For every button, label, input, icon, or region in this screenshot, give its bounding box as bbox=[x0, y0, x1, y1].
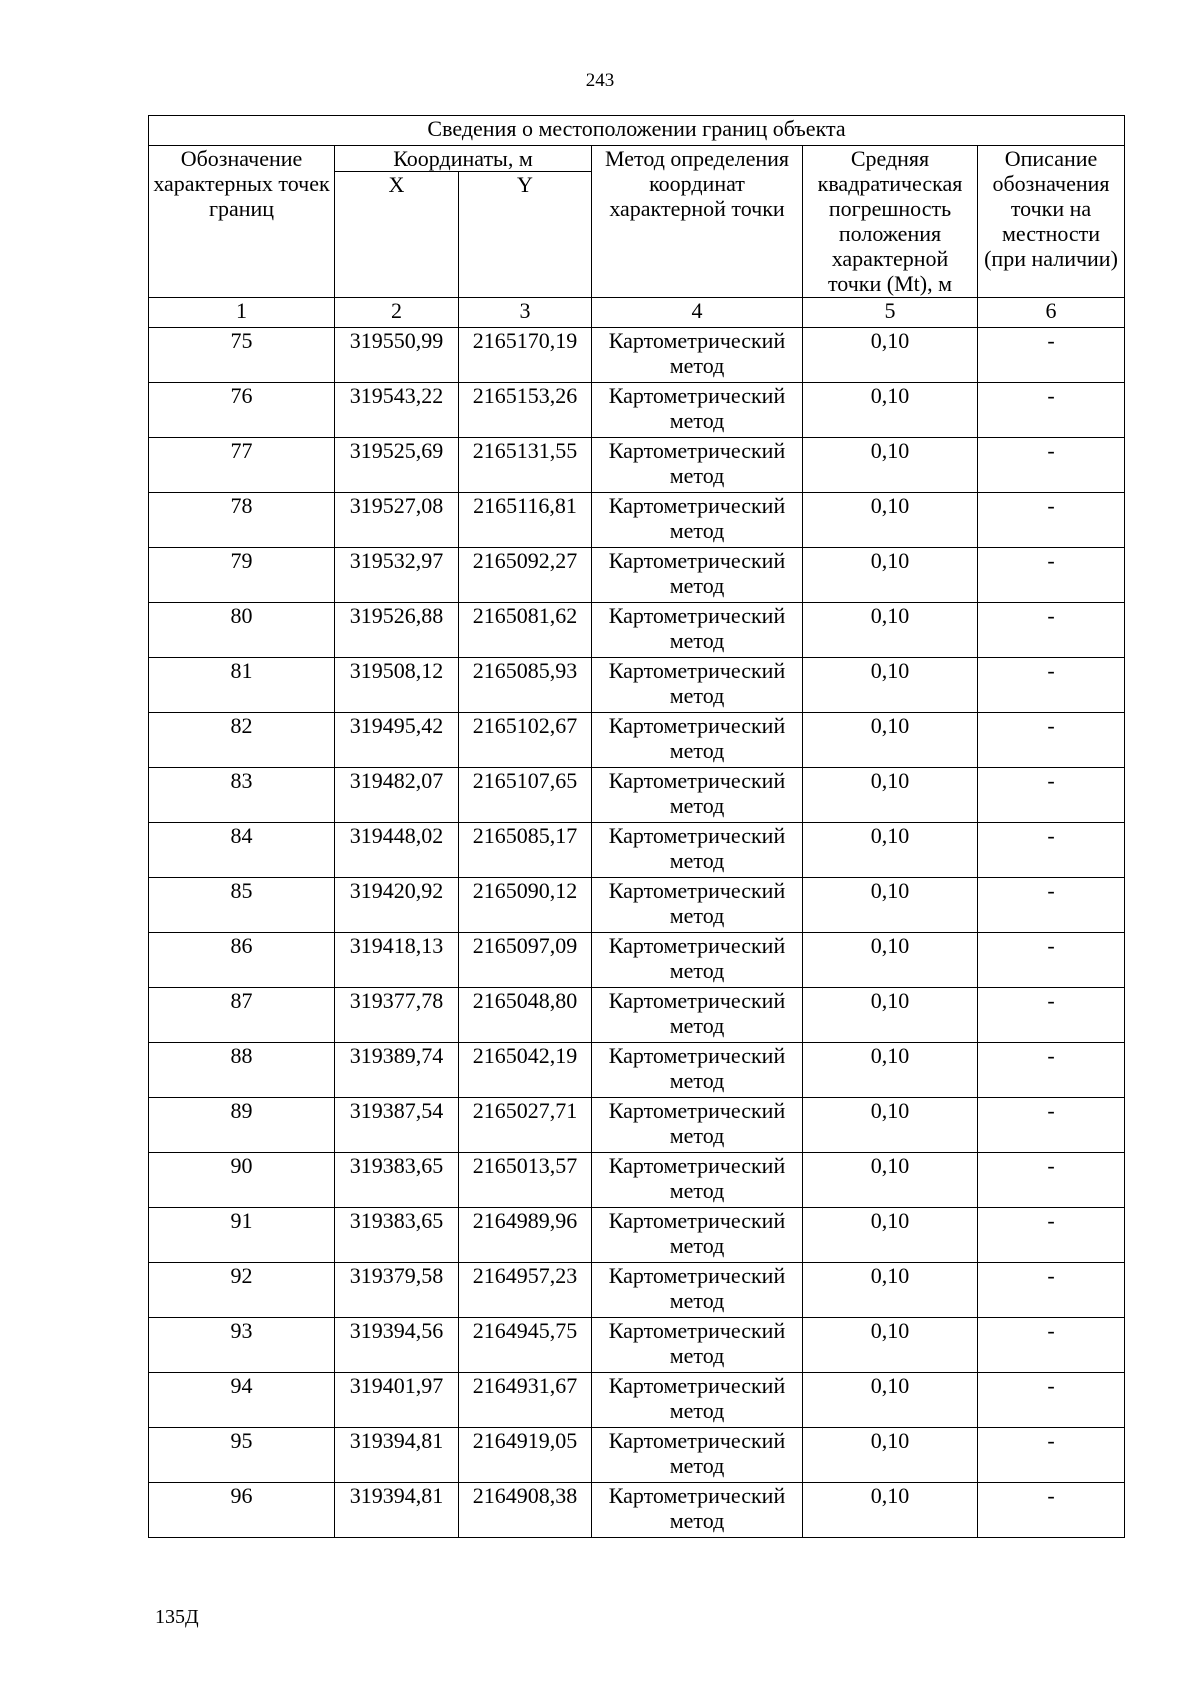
table-row bbox=[149, 1318, 1125, 1373]
point-number-cell: 88 bbox=[149, 1043, 335, 1098]
table-row bbox=[149, 1098, 1125, 1153]
table-row bbox=[149, 933, 1125, 988]
error-cell: 0,10 bbox=[803, 328, 978, 383]
coordinate-y-cell: 2165131,55 bbox=[459, 438, 592, 493]
coordinate-x-cell: 319482,07 bbox=[335, 768, 459, 823]
point-number-cell: 82 bbox=[149, 713, 335, 768]
column-number: 1 bbox=[149, 298, 335, 328]
coordinate-x-cell: 319394,81 bbox=[335, 1428, 459, 1483]
method-cell: Картометрический метод bbox=[592, 823, 803, 878]
coordinate-y-cell: 2165107,65 bbox=[459, 768, 592, 823]
method-cell: Картометрический метод bbox=[592, 988, 803, 1043]
coordinate-x-cell: 319418,13 bbox=[335, 933, 459, 988]
column-number: 2 bbox=[335, 298, 459, 328]
method-cell: Картометрический метод bbox=[592, 1373, 803, 1428]
table-row bbox=[149, 328, 1125, 383]
point-number-cell: 87 bbox=[149, 988, 335, 1043]
coordinate-y-cell: 2165042,19 bbox=[459, 1043, 592, 1098]
description-cell: - bbox=[978, 1208, 1125, 1263]
method-cell: Картометрический метод bbox=[592, 1153, 803, 1208]
header-error: Средняя квадратическая погрешность положения характерной точки (Mt), м bbox=[803, 146, 978, 298]
table-row bbox=[149, 1263, 1125, 1318]
description-cell: - bbox=[978, 383, 1125, 438]
point-number-cell: 79 bbox=[149, 548, 335, 603]
header-y: Y bbox=[459, 172, 592, 298]
method-cell: Картометрический метод bbox=[592, 438, 803, 493]
description-cell: - bbox=[978, 658, 1125, 713]
coordinate-y-cell: 2164957,23 bbox=[459, 1263, 592, 1318]
method-cell: Картометрический метод bbox=[592, 548, 803, 603]
table-row bbox=[149, 823, 1125, 878]
description-cell: - bbox=[978, 1483, 1125, 1538]
method-cell: Картометрический метод bbox=[592, 1318, 803, 1373]
error-cell: 0,10 bbox=[803, 1318, 978, 1373]
point-number-cell: 94 bbox=[149, 1373, 335, 1428]
coordinate-x-cell: 319543,22 bbox=[335, 383, 459, 438]
description-cell: - bbox=[978, 1318, 1125, 1373]
table-row bbox=[149, 1043, 1125, 1098]
coordinate-y-cell: 2165027,71 bbox=[459, 1098, 592, 1153]
method-cell: Картометрический метод bbox=[592, 493, 803, 548]
coordinate-y-cell: 2164989,96 bbox=[459, 1208, 592, 1263]
coordinate-x-cell: 319394,81 bbox=[335, 1483, 459, 1538]
description-cell: - bbox=[978, 328, 1125, 383]
method-cell: Картометрический метод bbox=[592, 1043, 803, 1098]
coordinate-x-cell: 319495,42 bbox=[335, 713, 459, 768]
point-number-cell: 86 bbox=[149, 933, 335, 988]
coordinate-y-cell: 2165081,62 bbox=[459, 603, 592, 658]
table-row bbox=[149, 768, 1125, 823]
description-cell: - bbox=[978, 1373, 1125, 1428]
error-cell: 0,10 bbox=[803, 933, 978, 988]
method-cell: Картометрический метод bbox=[592, 768, 803, 823]
coordinate-y-cell: 2165085,17 bbox=[459, 823, 592, 878]
point-number-cell: 91 bbox=[149, 1208, 335, 1263]
header-description: Описание обозначения точки на местности (при наличии) bbox=[978, 146, 1125, 298]
header-x: X bbox=[335, 172, 459, 298]
table-row bbox=[149, 548, 1125, 603]
table-row bbox=[149, 1153, 1125, 1208]
coordinate-y-cell: 2164908,38 bbox=[459, 1483, 592, 1538]
coordinate-x-cell: 319526,88 bbox=[335, 603, 459, 658]
method-cell: Картометрический метод bbox=[592, 1098, 803, 1153]
point-number-cell: 96 bbox=[149, 1483, 335, 1538]
coordinate-y-cell: 2164931,67 bbox=[459, 1373, 592, 1428]
error-cell: 0,10 bbox=[803, 603, 978, 658]
coordinate-x-cell: 319550,99 bbox=[335, 328, 459, 383]
header-coordinates: Координаты, м bbox=[335, 146, 592, 172]
description-cell: - bbox=[978, 548, 1125, 603]
table-row bbox=[149, 1208, 1125, 1263]
boundary-coordinates-table bbox=[148, 115, 1125, 1538]
method-cell: Картометрический метод bbox=[592, 658, 803, 713]
coordinate-y-cell: 2164945,75 bbox=[459, 1318, 592, 1373]
coordinate-y-cell: 2165013,57 bbox=[459, 1153, 592, 1208]
column-number: 5 bbox=[803, 298, 978, 328]
point-number-cell: 92 bbox=[149, 1263, 335, 1318]
point-number-cell: 83 bbox=[149, 768, 335, 823]
table-row bbox=[149, 713, 1125, 768]
point-number-cell: 95 bbox=[149, 1428, 335, 1483]
coordinate-y-cell: 2165085,93 bbox=[459, 658, 592, 713]
column-numbers-row bbox=[149, 298, 1125, 328]
coordinate-x-cell: 319394,56 bbox=[335, 1318, 459, 1373]
coordinate-x-cell: 319527,08 bbox=[335, 493, 459, 548]
method-cell: Картометрический метод bbox=[592, 933, 803, 988]
description-cell: - bbox=[978, 713, 1125, 768]
coordinate-y-cell: 2165092,27 bbox=[459, 548, 592, 603]
coordinate-y-cell: 2165116,81 bbox=[459, 493, 592, 548]
coordinate-y-cell: 2165048,80 bbox=[459, 988, 592, 1043]
point-number-cell: 90 bbox=[149, 1153, 335, 1208]
coordinate-x-cell: 319377,78 bbox=[335, 988, 459, 1043]
error-cell: 0,10 bbox=[803, 438, 978, 493]
description-cell: - bbox=[978, 1098, 1125, 1153]
error-cell: 0,10 bbox=[803, 658, 978, 713]
error-cell: 0,10 bbox=[803, 1428, 978, 1483]
description-cell: - bbox=[978, 988, 1125, 1043]
point-number-cell: 77 bbox=[149, 438, 335, 493]
error-cell: 0,10 bbox=[803, 1098, 978, 1153]
table-row bbox=[149, 1373, 1125, 1428]
point-number-cell: 93 bbox=[149, 1318, 335, 1373]
page-number: 243 bbox=[585, 70, 615, 91]
method-cell: Картометрический метод bbox=[592, 878, 803, 933]
error-cell: 0,10 bbox=[803, 548, 978, 603]
coordinate-y-cell: 2164919,05 bbox=[459, 1428, 592, 1483]
coordinate-x-cell: 319420,92 bbox=[335, 878, 459, 933]
error-cell: 0,10 bbox=[803, 1153, 978, 1208]
method-cell: Картометрический метод bbox=[592, 1263, 803, 1318]
description-cell: - bbox=[978, 933, 1125, 988]
table-row bbox=[149, 1428, 1125, 1483]
error-cell: 0,10 bbox=[803, 823, 978, 878]
point-number-cell: 81 bbox=[149, 658, 335, 713]
point-number-cell: 76 bbox=[149, 383, 335, 438]
table-body bbox=[149, 328, 1125, 1538]
column-number: 3 bbox=[459, 298, 592, 328]
table-row bbox=[149, 878, 1125, 933]
coordinate-x-cell: 319379,58 bbox=[335, 1263, 459, 1318]
table-row bbox=[149, 438, 1125, 493]
error-cell: 0,10 bbox=[803, 383, 978, 438]
header-method: Метод определения координат характерной точки bbox=[592, 146, 803, 298]
coordinate-y-cell: 2165170,19 bbox=[459, 328, 592, 383]
coordinate-x-cell: 319383,65 bbox=[335, 1208, 459, 1263]
coordinate-x-cell: 319387,54 bbox=[335, 1098, 459, 1153]
description-cell: - bbox=[978, 1043, 1125, 1098]
method-cell: Картометрический метод bbox=[592, 1208, 803, 1263]
table-row bbox=[149, 603, 1125, 658]
method-cell: Картометрический метод bbox=[592, 383, 803, 438]
coordinate-x-cell: 319389,74 bbox=[335, 1043, 459, 1098]
error-cell: 0,10 bbox=[803, 878, 978, 933]
coordinate-x-cell: 319401,97 bbox=[335, 1373, 459, 1428]
method-cell: Картометрический метод bbox=[592, 603, 803, 658]
coordinate-y-cell: 2165097,09 bbox=[459, 933, 592, 988]
description-cell: - bbox=[978, 1153, 1125, 1208]
point-number-cell: 85 bbox=[149, 878, 335, 933]
error-cell: 0,10 bbox=[803, 768, 978, 823]
error-cell: 0,10 bbox=[803, 493, 978, 548]
method-cell: Картометрический метод bbox=[592, 328, 803, 383]
table-row bbox=[149, 493, 1125, 548]
description-cell: - bbox=[978, 768, 1125, 823]
method-cell: Картометрический метод bbox=[592, 1483, 803, 1538]
coordinate-y-cell: 2165090,12 bbox=[459, 878, 592, 933]
description-cell: - bbox=[978, 878, 1125, 933]
coordinate-x-cell: 319525,69 bbox=[335, 438, 459, 493]
coordinate-y-cell: 2165102,67 bbox=[459, 713, 592, 768]
error-cell: 0,10 bbox=[803, 1043, 978, 1098]
table-row bbox=[149, 383, 1125, 438]
coordinate-x-cell: 319532,97 bbox=[335, 548, 459, 603]
coordinate-x-cell: 319508,12 bbox=[335, 658, 459, 713]
point-number-cell: 78 bbox=[149, 493, 335, 548]
coordinate-x-cell: 319383,65 bbox=[335, 1153, 459, 1208]
description-cell: - bbox=[978, 493, 1125, 548]
method-cell: Картометрический метод bbox=[592, 1428, 803, 1483]
point-number-cell: 84 bbox=[149, 823, 335, 878]
error-cell: 0,10 bbox=[803, 1373, 978, 1428]
description-cell: - bbox=[978, 823, 1125, 878]
description-cell: - bbox=[978, 603, 1125, 658]
point-number-cell: 75 bbox=[149, 328, 335, 383]
table-row bbox=[149, 1483, 1125, 1538]
error-cell: 0,10 bbox=[803, 1483, 978, 1538]
table-title: Сведения о местоположении границ объекта bbox=[149, 116, 1125, 146]
column-number: 6 bbox=[978, 298, 1125, 328]
error-cell: 0,10 bbox=[803, 1208, 978, 1263]
error-cell: 0,10 bbox=[803, 1263, 978, 1318]
description-cell: - bbox=[978, 438, 1125, 493]
table-row bbox=[149, 658, 1125, 713]
coordinate-x-cell: 319448,02 bbox=[335, 823, 459, 878]
description-cell: - bbox=[978, 1428, 1125, 1483]
header-designation: Обозначение характерных точек границ bbox=[149, 146, 335, 298]
point-number-cell: 89 bbox=[149, 1098, 335, 1153]
table-row bbox=[149, 988, 1125, 1043]
error-cell: 0,10 bbox=[803, 988, 978, 1043]
column-number: 4 bbox=[592, 298, 803, 328]
description-cell: - bbox=[978, 1263, 1125, 1318]
footer-code: 135Д bbox=[155, 1606, 199, 1628]
error-cell: 0,10 bbox=[803, 713, 978, 768]
point-number-cell: 80 bbox=[149, 603, 335, 658]
coordinate-y-cell: 2165153,26 bbox=[459, 383, 592, 438]
method-cell: Картометрический метод bbox=[592, 713, 803, 768]
